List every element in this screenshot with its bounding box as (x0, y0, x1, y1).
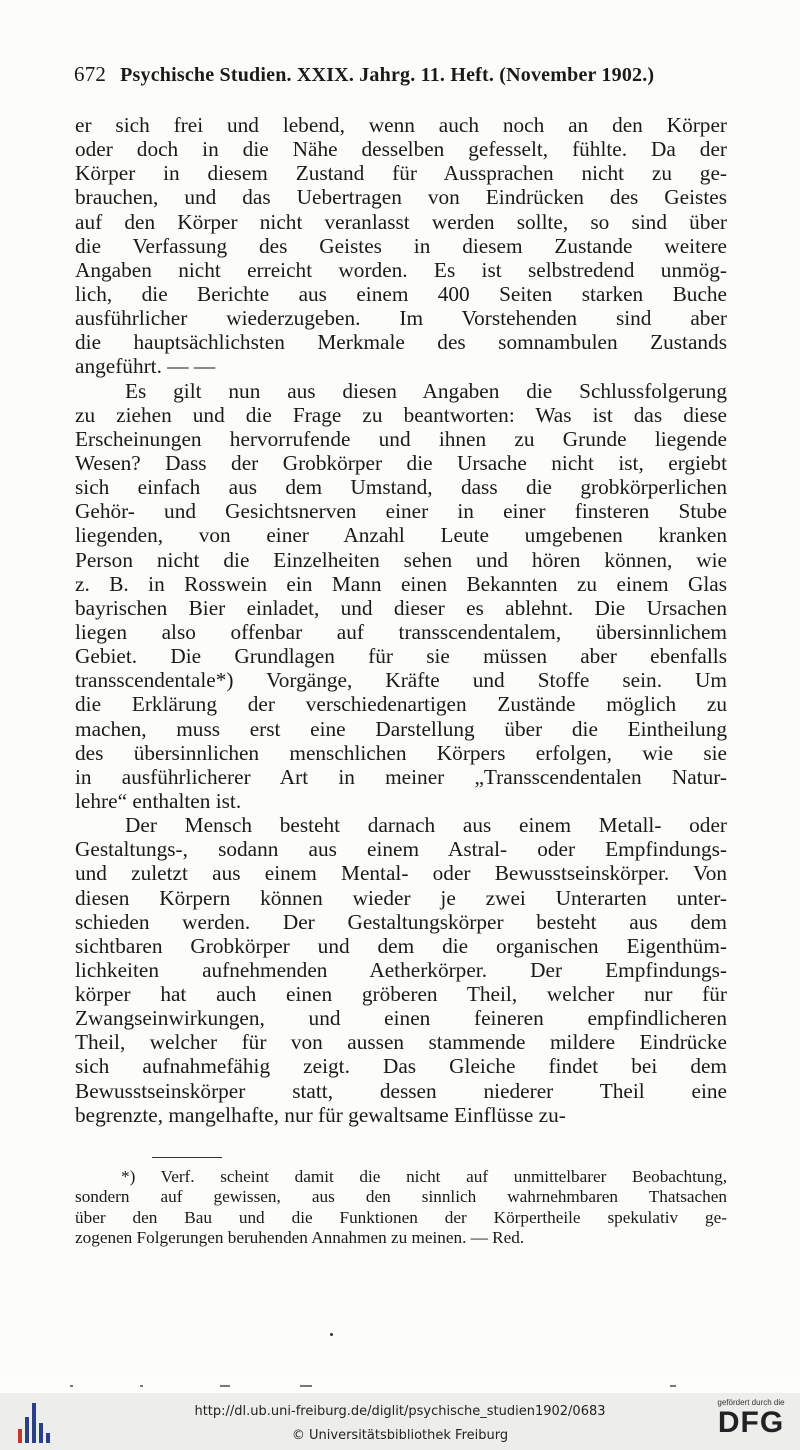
dfg-logo-text: DFG (717, 1406, 785, 1439)
text-line: lichkeiten aufnehmenden Aetherkörper. Der Empfindungs- (75, 957, 727, 982)
text-line: Gebiet. Die Grundlagen für sie müssen aber ebenfalls (75, 644, 727, 669)
footnote-block (75, 1167, 727, 1249)
text-line: Zwangseinwirkungen, und einen feineren empfindlicheren (75, 1006, 727, 1031)
text-line: brauchen, und das Uebertragen von Eindrücken des Geistes (75, 185, 727, 210)
footnote-line: *) Verf. scheint damit die nicht auf unmittelbarer Beobachtung, (121, 1167, 727, 1186)
text-line: die Verfassung des Geistes in diesem Zustande weitere (75, 233, 727, 258)
text-line: transscendentale*) Vorgänge, Kräfte und Stoffe sein. Um (75, 668, 727, 693)
footnote-line: zogenen Folgerungen beruhenden Annahmen zu meinen. — Red. (75, 1228, 525, 1248)
text-line: auf den Körper nicht veranlasst werden sollte, so sind über (75, 209, 727, 234)
permalink-url[interactable]: http://dl.ub.uni-freiburg.de/diglit/psychische_studien1902/0683 (194, 1404, 606, 1419)
text-line: diesen Körpern können wieder je zwei Unterarten unter- (75, 885, 727, 910)
text-line: Theil, welcher für von aussen stammende mildere Eindrücke (75, 1030, 727, 1055)
text-line: die Erklärung der verschiedenartigen Zustände möglich zu (75, 692, 727, 717)
text-line: oder doch in die Nähe desselben gefesselt, fühlte. Da der (75, 137, 727, 162)
running-title: Psychische Studien. XXIX. Jahrg. 11. Heft. (November 1902.) (120, 64, 655, 86)
text-line: Es gilt nun aus diesen Angaben die Schlussfolgerung (125, 378, 727, 403)
text-line: lehre“ enthalten ist. (75, 788, 242, 813)
page-header (74, 62, 728, 90)
text-line: er sich frei und lebend, wenn auch noch an den Körper (75, 113, 727, 137)
copyright-notice: © Universitätsbibliothek Freiburg (291, 1428, 509, 1443)
text-line: Erscheinungen hervorrufende und ihnen zu Grunde liegende (75, 426, 727, 451)
body-text (75, 113, 727, 1127)
dfg-logo (708, 1398, 794, 1448)
text-line: Angaben nicht erreicht worden. Es ist selbstredend unmög- (75, 257, 727, 282)
scan-speck (330, 1333, 333, 1336)
text-line: ausführlicher wiederzugeben. Im Vorstehenden sind aber (75, 306, 727, 331)
text-line: sich einfach aus dem Umstand, dass die grobkörperlichen (75, 475, 727, 500)
text-line: lich, die Berichte aus einem 400 Seiten starken Buche (75, 281, 727, 306)
text-line: Wesen? Dass der Grobkörper die Ursache nicht ist, ergiebt (75, 450, 727, 475)
text-line: angeführt. — — (75, 354, 216, 379)
page-number: 672 (74, 62, 107, 86)
text-line: und zuletzt aus einem Mental- oder Bewusstseinskörper. Von (75, 861, 727, 886)
footnote-divider (152, 1157, 222, 1158)
text-line: sichtbaren Grobkörper und dem die organischen Eigenthüm- (75, 933, 727, 958)
text-line: liegenden, von einer Anzahl Leute umgebenen kranken (75, 523, 727, 548)
text-line: Person nicht die Einzelheiten sehen und hören können, wie (75, 547, 727, 572)
text-line: z. B. in Rosswein ein Mann einen Bekannten zu einem Glas (75, 571, 727, 596)
text-line: körper hat auch einen gröberen Theil, welcher nur für (75, 982, 727, 1007)
text-line: zu ziehen und die Frage zu beantworten: Was ist das diese (75, 402, 727, 427)
text-line: Gehör- und Gesichtsnerven einer in einer finsteren Stube (75, 499, 727, 524)
footnote-line: über den Bau und die Funktionen der Körpertheile spekulativ ge- (75, 1207, 727, 1227)
text-line: des übersinnlichen menschlichen Körpers erfolgen, wie sie (75, 740, 727, 765)
text-line: die hauptsächlichsten Merkmale des somnambulen Zustands (75, 330, 727, 355)
funding-note: gefördert durch die (717, 1398, 785, 1407)
text-line: bayrischen Bier einladet, und dieser es ablehnt. Die Ursachen (75, 595, 727, 620)
text-line: schieden werden. Der Gestaltungskörper besteht aus dem (75, 909, 727, 934)
text-line: Körper in diesem Zustand für Aussprachen nicht zu ge- (75, 161, 727, 186)
text-line: begrenzte, mangelhafte, nur für gewaltsame Einflüsse zu- (75, 1102, 566, 1127)
text-line: sich aufnahmefähig zeigt. Das Gleiche findet bei dem (75, 1054, 727, 1079)
text-line: Bewusstseinskörper statt, dessen niederer Theil eine (75, 1078, 727, 1103)
text-line: machen, muss erst eine Darstellung über die Eintheilung (75, 716, 727, 741)
text-line: liegen also offenbar auf transscendentalem, übersinnlichem (75, 619, 727, 644)
text-line: Gestaltungs-, sodann aus einem Astral- oder Empfindungs- (75, 837, 727, 862)
footnote-line: sondern auf gewissen, aus den sinnlich wahrnehmbaren Thatsachen (75, 1187, 727, 1207)
text-line: Der Mensch besteht darnach aus einem Metall- oder (125, 813, 727, 838)
text-line: in ausführlicherer Art in meiner „Transscendentalen Natur- (75, 764, 727, 789)
page-bottom-marks (70, 1385, 730, 1389)
